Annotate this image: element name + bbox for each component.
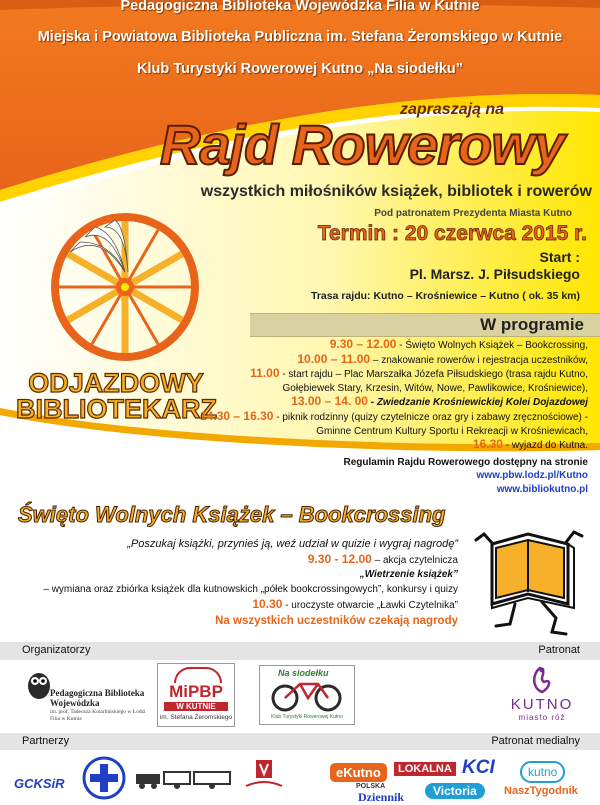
kutno-logo-slogan: miasto róż (518, 713, 566, 722)
programme-item (198, 395, 588, 410)
bookcrossing-text: – akcja czytelnicza (371, 554, 458, 566)
patronage-label: Patronat (538, 644, 580, 656)
programme-item (198, 338, 588, 353)
programme-time: 13.00 – 14. 00 (291, 394, 368, 409)
link-bibliokutno[interactable]: www.bibliokutno.pl (496, 483, 588, 495)
mipbp-logo-sub: im. Stefana Żeromskiego (159, 714, 233, 721)
media-logo-kci: KCI (462, 757, 495, 778)
invite-text: zapraszają na (400, 101, 505, 118)
programme-text: – znakowanie rowerów i rejestracja uczestników, (370, 354, 588, 366)
club-logo-sub: Klub Turystyki Rowerowej Kutno (271, 714, 343, 720)
programme-time: 9.30 – 12.00 (329, 337, 397, 351)
mipbp-logo-city: W KUTNIE (164, 702, 228, 711)
mipbp-logo (157, 663, 235, 727)
start-label: Start : (539, 249, 580, 265)
event-title: Rajd Rowerowy (160, 113, 564, 176)
programme-heading: W programie (480, 315, 584, 334)
programme-text: - piknik rodzinny (quizy czytelnicze oraz gry i zabawy zręcznościowe) - Gminne Centrum Kultury Sportu i Rekreacji w Krośniewicach, (273, 411, 588, 437)
programme-item (198, 410, 588, 438)
club-logo (259, 665, 355, 725)
media-logo-polska: POLSKA (356, 783, 386, 790)
link-pbw[interactable]: www.pbw.lodz.pl/Kutno (476, 470, 588, 482)
programme-item (198, 353, 588, 368)
route-text: Trasa rajdu: Kutno – Krośniewice – Kutno ( ok. 35 km) (311, 290, 580, 302)
programme-time: 11.00 (250, 366, 280, 381)
bookcrossing-line (20, 597, 458, 614)
programme-text: - Zwiedzanie Krośniewickiej Kolei Dojazdowej (367, 397, 588, 409)
partners-bar (0, 733, 600, 750)
header-line-3: Klub Turystyki Rowerowej Kutno „Na siodełku” (136, 61, 464, 77)
rose-icon (528, 664, 556, 694)
mipbp-arch (174, 667, 222, 683)
media-logo-nasz-tygodnik: NaszTygodnik (504, 785, 578, 797)
start-place: Pl. Marsz. J. Piłsudskiego (409, 266, 580, 282)
partner-logo-gcksir: GCKSiR (14, 776, 65, 791)
kutno-logo-name: KUTNO (510, 696, 574, 713)
pbw-logo-sub: im. prof. Tadeusza Kotarbińskiego w Łodzi (50, 709, 146, 715)
programme-text: - start rajdu – Plac Marszałka Józefa Piłsudskiego (trasa rajdu Kutno, Gołębiewek Stary, Krzesin, Witów, Nowe, Pawlikowice, Krośniewice), (279, 369, 588, 394)
media-logo-lokalna: LOKALNA (394, 762, 456, 776)
pbw-logo-name: Pedagogiczna Biblioteka Wojewódzka (50, 688, 145, 708)
programme-text: - Święto Wolnych Książek – Bookcrossing, (396, 340, 588, 351)
patronage-note: Pod patronatem Prezydenta Miasta Kutno (374, 208, 572, 219)
bookcrossing-details (20, 537, 458, 628)
bookcrossing-text: - uroczyste otwarcie „Ławki Czytelnika” (282, 600, 458, 611)
programme-list (198, 338, 588, 497)
bookcrossing-quote: „Poszukaj książki, przynieś ją, weź udział w quizie i wygraj nagrodę” (127, 538, 458, 550)
event-subtitle: wszystkich miłośników książek, bibliotek i rowerów (200, 183, 592, 200)
media-logo-dziennik: Dziennik (358, 790, 405, 804)
library-emblem-icon (244, 758, 284, 794)
organizers-bar (0, 642, 600, 660)
programme-item (198, 438, 588, 453)
bicycle-icon (270, 678, 344, 712)
bookcrossing-title: Święto Wolnych Książek – Bookcrossing (18, 502, 446, 527)
programme-item (198, 367, 588, 395)
partners-label: Partnerzy (22, 735, 70, 747)
media-logo-kutno-tv: kutno (520, 761, 565, 783)
bookcrossing-desc: – wymiana oraz zbiórka książek dla kutnowskich „półek bookcrossingowych”, konkursy i quizy (43, 583, 458, 595)
media-logo-victoria: Victoria (425, 783, 485, 799)
bookcrossing-prizes: Na wszystkich uczestników czekają nagrody (215, 614, 458, 627)
book-wheel-illustration (50, 212, 200, 362)
rules-note: Regulamin Rajdu Rowerowego dostępny na stronie (343, 456, 588, 468)
mipbp-logo-abbr: MiPBP (169, 682, 223, 701)
programme-time: 10.00 – 11.00 (297, 351, 371, 366)
programme-time: 14.30 – 16.30 (200, 408, 274, 423)
running-book-icon (470, 512, 590, 640)
logo-line-1: ODJAZDOWY (28, 368, 204, 398)
kutno-logo (500, 664, 584, 724)
programme-text: - wyjazd do Kutna. (502, 440, 588, 452)
bookcrossing-line (20, 552, 458, 569)
event-date: Termin : 20 czerwca 2015 r. (317, 222, 587, 245)
programme-heading-bar (250, 313, 600, 337)
bookcrossing-time: 10.30 (252, 597, 283, 611)
media-label: Patronat medialny (491, 735, 580, 747)
club-logo-name: Na siodełku (278, 668, 329, 678)
pbw-logo (22, 666, 148, 722)
odjazdowy-logo (16, 370, 216, 422)
header-line-2: Miejska i Powiatowa Biblioteka Publiczna im. Stefana Żeromskiego w Kutnie (37, 29, 563, 45)
bookcrossing-time: 9.30 - 12.00 (307, 551, 372, 566)
logo-line-2: BIBLIOTEKARZ (16, 394, 217, 424)
organizers-label: Organizatorzy (22, 644, 91, 656)
train-icon (134, 768, 234, 790)
pbw-logo-branch: Filia w Kutnie (50, 716, 82, 722)
ambulance-cross-icon (82, 756, 126, 800)
programme-time: 16.30 (472, 437, 503, 452)
bookcrossing-event: „Wietrzenie książek” (359, 569, 458, 580)
media-logo-ekutno: eKutno (330, 763, 387, 782)
header-line-1: Pedagogiczna Biblioteka Wojewódzka Filia w Kutnie (120, 0, 480, 14)
